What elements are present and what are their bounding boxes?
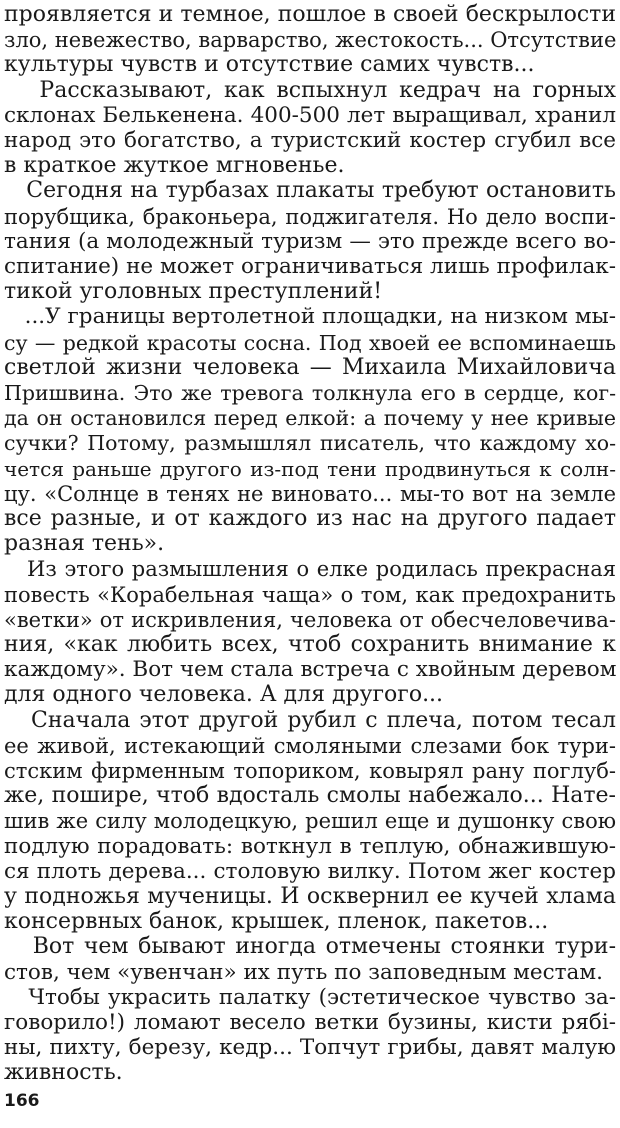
text-line: живность. [4,1060,123,1086]
text-line: разная тень». [4,531,165,557]
text-line: ее живой, истекающий смоляными слезами бок тури- [4,733,616,758]
text-line: спитание) не может ограничиваться лишь профилак- [4,254,616,279]
text-line: стов, чем «увенчан» их путь по заповедным местам. [4,959,603,985]
text-line: тания (а молодежный туризм — это прежде всего во- [4,228,616,254]
text-line: да он остановился перед елкой: а почему у нее кривые [4,406,616,431]
text-line: ...У границы вертолетной площадки, на низком мы- [4,304,616,330]
text-line: ны, пихту, березу, кедр... Топчут грибы, давят малую [4,1035,616,1061]
text-line: тикой уголовных преступлений! [4,279,383,305]
text-line: порубщика, браконьера, поджигателя. Но дело воспи- [4,204,616,229]
text-line: «ветки» от искривления, человека от обесчеловечива- [4,607,616,632]
text-line: су — редкой красоты сосна. Под хвоей ее вспоминаешь [4,330,616,355]
text-line: повесть «Корабельная чаща» о том, как предохранить [4,582,616,607]
text-line: Сегодня на турбазах плакаты требуют остановить [4,178,616,204]
text-line: Сначала этот другой рубил с плеча, потом тесал [4,707,616,733]
text-line: говорило!) ломают весело ветки бузины, кисти рябі- [4,1010,616,1035]
page-number: 166 [4,1091,40,1111]
text-line: консервных банок, крышек, пленок, пакетов... [4,909,549,935]
text-line: ся плоть дерева... столовую вилку. Потом жег костер [4,858,616,884]
text-line: культуры чувств и отсутствие самих чувств... [4,52,535,78]
text-line: Пришвина. Это же тревога толкнула его в сердце, ког- [4,381,616,405]
text-line: стским фирменным топориком, ковырял рану поглуб- [4,759,616,783]
text-line: светлой жизни человека — Михаила Михайловича [4,354,616,380]
text-line: у подножья мученицы. И осквернил ее кучей хлама [4,884,616,909]
text-line: проявляется и темное, пошлое в своей бескрылости [4,2,616,27]
text-line: сучки? Потому, размышлял писатель, что каждому хо- [4,431,616,456]
text-line: народ это богатство, а туристский костер сгубил все [4,128,616,153]
text-line: зло, невежество, варварство, жестокость... Отсутствие [4,28,616,53]
text-line: чется раньше другого из-под тени продвинуться к солн- [4,456,616,481]
text-line: Из этого размышления о елке родилась прекрасная [4,557,616,582]
text-line: Чтобы украсить палатку (эстетическое чувство за- [4,984,616,1010]
text-line: подлую порадовать: воткнул в теплую, обнажившую- [4,833,616,859]
text-line: же, пошире, чтоб вдосталь смолы набежало... Нате- [4,783,616,809]
text-line: склонах Белькенена. 400-500 лет выращивал, хранил [4,102,616,128]
text-line: все разные, и от каждого из нас на другого падает [4,506,616,531]
text-line: цу. «Солнце в тенях не виновато... мы-то вот на земле [4,481,616,506]
text-line: каждому». Вот чем стала встреча с хвойным деревом [4,657,616,683]
text-line: для одного человека. А для другого... [4,682,444,708]
text-line: в краткое жуткое мгновенье. [4,153,345,179]
text-line: ния, «как любить всех, чтоб сохранить внимание к [4,632,616,657]
text-line: шив же силу молодецкую, решил еще и душонку свою [4,809,616,834]
text-line: Рассказывают, как вспыхнул кедрач на горных [4,77,616,103]
text-line: Вот чем бывают иногда отмечены стоянки тури- [4,934,616,960]
